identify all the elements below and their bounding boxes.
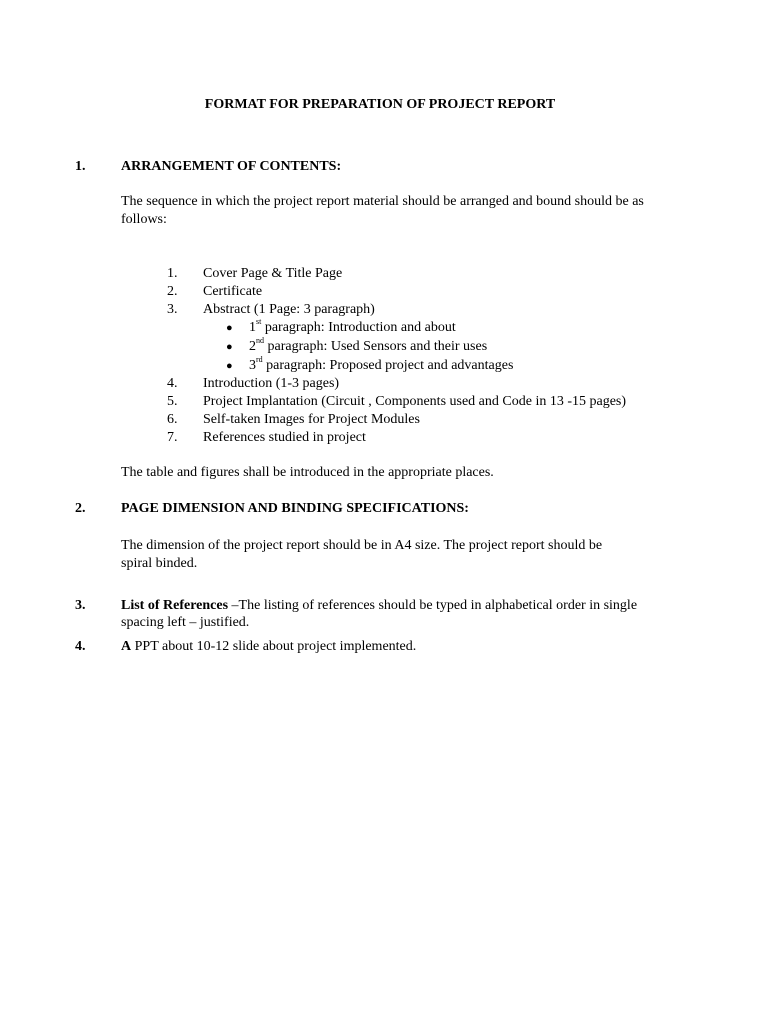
section-4-number: 4. (75, 639, 86, 654)
list-item-text: Certificate (203, 284, 263, 299)
section-3-number: 3. (75, 598, 86, 613)
list-item-number: 6. (167, 412, 178, 427)
section-3-label: List of References (121, 598, 229, 613)
list-item-number: 5. (167, 394, 178, 409)
list-item-number: 7. (167, 430, 178, 445)
list-item-text: Introduction (1-3 pages) (203, 376, 340, 391)
section-3-line1: List of References –The listing of references should be typed in alphabetical order in single (121, 598, 638, 613)
document-title: FORMAT FOR PREPARATION OF PROJECT REPORT (204, 97, 556, 112)
section-3-line2: spacing left – justified. (121, 615, 250, 630)
list-item-text: References studied in project (203, 430, 366, 445)
bullet-item: 1st paragraph: Introduction and about (249, 317, 456, 335)
section-1-closing: The table and figures shall be introduced in the appropriate places. (121, 465, 494, 480)
list-item-text: Abstract (1 Page: 3 paragraph) (203, 302, 375, 317)
bullet-item: 2nd paragraph: Used Sensors and their uses (249, 336, 488, 354)
bullet-icon: ● (226, 360, 233, 372)
bullet-icon: ● (226, 322, 233, 334)
list-item-text: Project Implantation (Circuit , Components used and Code in 13 -15 pages) (203, 394, 627, 409)
bullet-icon: ● (226, 341, 233, 353)
list-item-number: 1. (167, 266, 178, 281)
section-1-number: 1. (75, 159, 86, 174)
list-item-number: 3. (167, 302, 178, 317)
section-1-intro-line1: The sequence in which the project report material should be arranged and bound should be as (121, 194, 644, 209)
list-item-text: Self-taken Images for Project Modules (203, 412, 420, 427)
section-1-heading: ARRANGEMENT OF CONTENTS: (121, 159, 342, 174)
section-2-heading: PAGE DIMENSION AND BINDING SPECIFICATIONS: (121, 501, 469, 516)
section-4-label: A (121, 639, 132, 654)
section-2-line1: The dimension of the project report should be in A4 size. The project report should be (121, 538, 603, 553)
section-2-number: 2. (75, 501, 86, 516)
section-2-line2: spiral binded. (121, 556, 198, 571)
bullet-item: 3rd paragraph: Proposed project and advantages (249, 355, 514, 373)
list-item-text: Cover Page & Title Page (203, 266, 343, 281)
list-item-number: 2. (167, 284, 178, 299)
list-item-number: 4. (167, 376, 178, 391)
section-4-line: A PPT about 10-12 slide about project implemented. (121, 639, 417, 654)
section-1-intro-line2: follows: (121, 212, 167, 227)
